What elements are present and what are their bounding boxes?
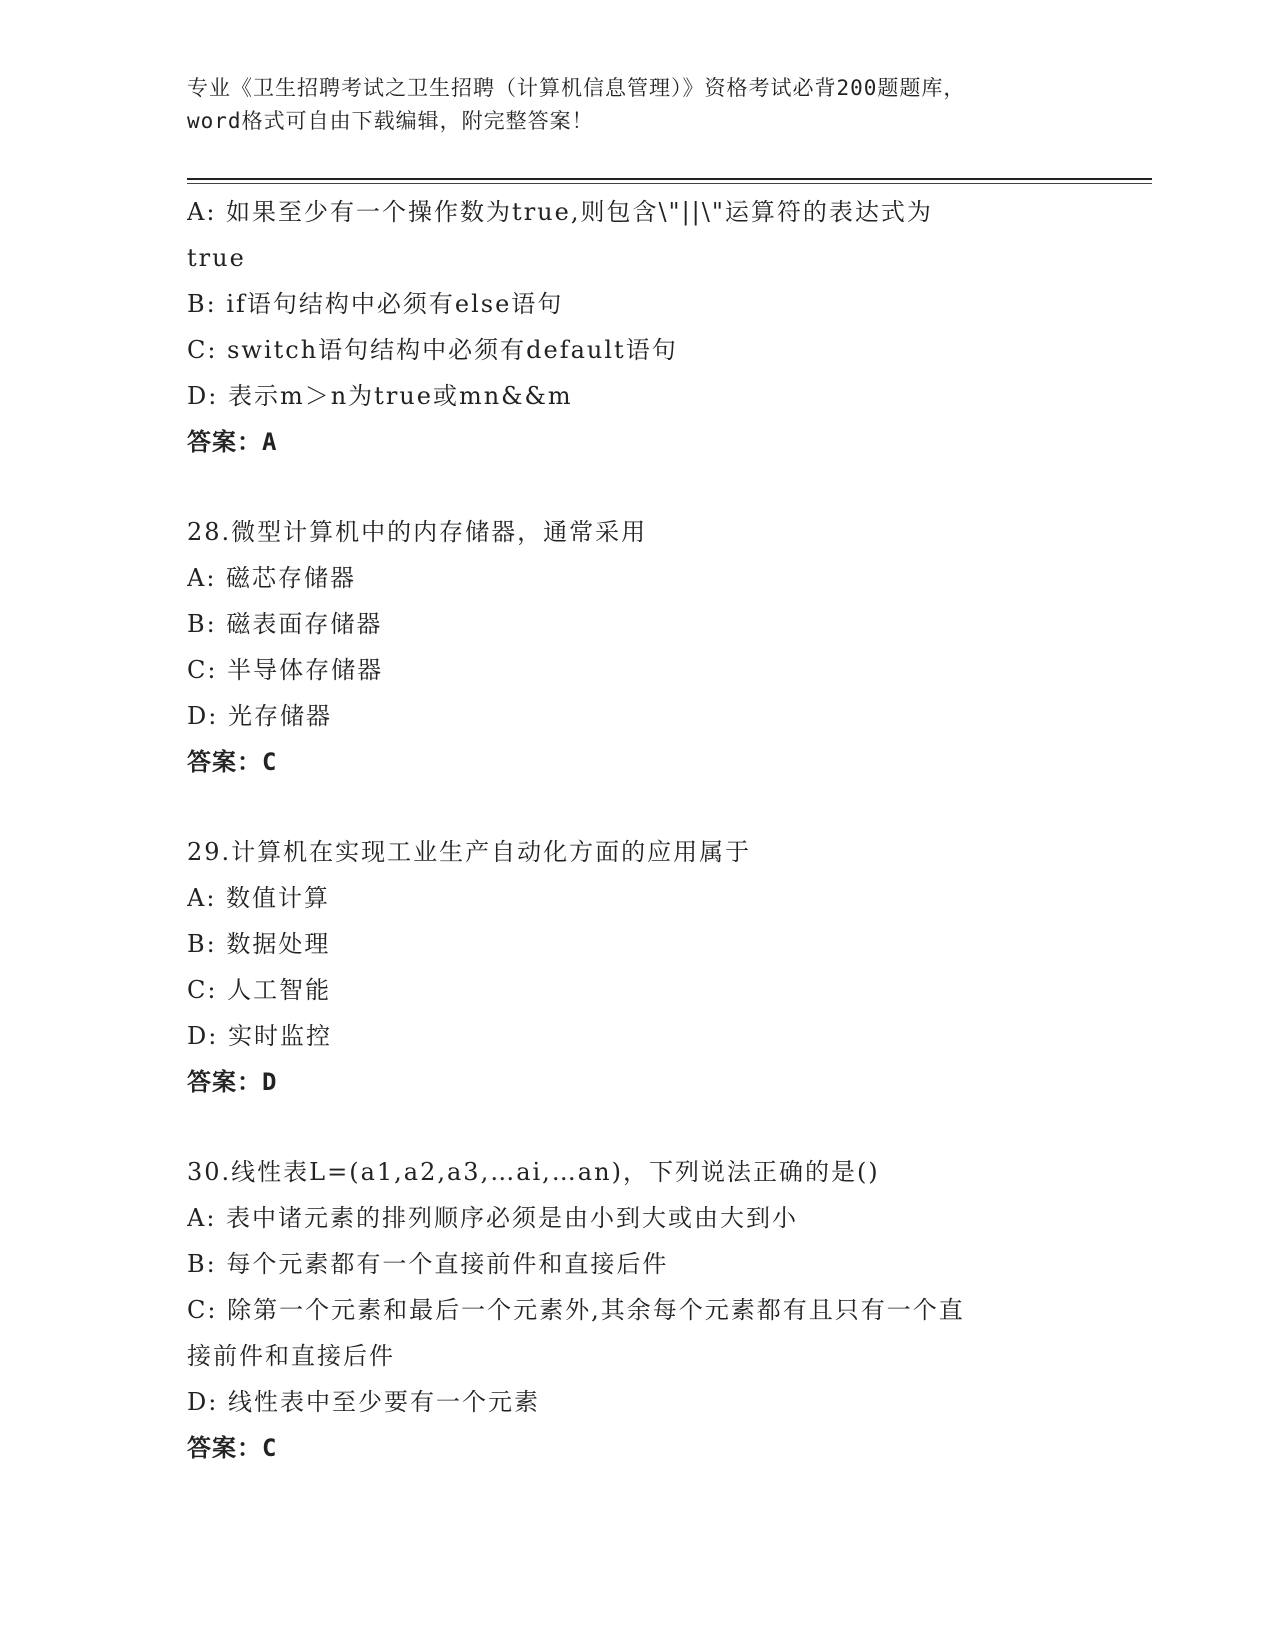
- question-block-29: [187, 829, 1067, 1105]
- option-b: B: 磁表面存储器: [187, 610, 383, 638]
- option-c: C: switch语句结构中必须有default语句: [187, 336, 678, 364]
- question-stem: 30.线性表L=(a1,a2,a3,…ai,…an)，下列说法正确的是(): [187, 1158, 880, 1186]
- header-divider-thick: [187, 178, 1152, 180]
- option-c: C: 人工智能: [187, 976, 332, 1004]
- question-block-30: [187, 1149, 1067, 1471]
- header-line-2: word格式可自由下载编辑，附完整答案！: [187, 109, 594, 133]
- spacer: [187, 785, 1067, 829]
- header-divider-thin: [187, 183, 1152, 184]
- question-stem: 28.微型计算机中的内存储器，通常采用: [187, 518, 648, 546]
- answer-line: 答案：C: [187, 1434, 278, 1462]
- option-a: A: 如果至少有一个操作数为true,则包含\"||\"运算符的表达式为: [187, 198, 933, 226]
- question-stem: 29.计算机在实现工业生产自动化方面的应用属于: [187, 838, 752, 866]
- option-a: A: 磁芯存储器: [187, 564, 357, 592]
- header-line-1: 专业《卫生招聘考试之卫生招聘（计算机信息管理）》资格考试必背200题题库，: [187, 76, 966, 100]
- option-b: B: 数据处理: [187, 930, 331, 958]
- spacer: [187, 1105, 1067, 1149]
- question-block-28: [187, 509, 1067, 785]
- option-d: D: 实时监控: [187, 1022, 332, 1050]
- option-b: B: if语句结构中必须有else语句: [187, 290, 564, 318]
- option-d: D: 线性表中至少要有一个元素: [187, 1388, 540, 1416]
- answer-line: 答案：C: [187, 748, 278, 776]
- option-d: D: 表示m＞n为true或mn&&m: [187, 382, 573, 410]
- option-a: A: 数值计算: [187, 884, 331, 912]
- spacer: [187, 465, 1067, 509]
- option-c-continued: 接前件和直接后件: [187, 1342, 395, 1370]
- question-block-partial: [187, 189, 1067, 465]
- answer-line: 答案：A: [187, 428, 278, 456]
- answer-line: 答案：D: [187, 1068, 278, 1096]
- option-c: C: 半导体存储器: [187, 656, 384, 684]
- question-list: [187, 189, 1067, 1471]
- option-c: C: 除第一个元素和最后一个元素外,其余每个元素都有且只有一个直: [187, 1296, 965, 1324]
- option-d: D: 光存储器: [187, 702, 332, 730]
- document-header: [187, 72, 1107, 138]
- option-a-continued: true: [187, 244, 246, 272]
- option-a: A: 表中诸元素的排列顺序必须是由小到大或由大到小: [187, 1204, 799, 1232]
- option-b: B: 每个元素都有一个直接前件和直接后件: [187, 1250, 669, 1278]
